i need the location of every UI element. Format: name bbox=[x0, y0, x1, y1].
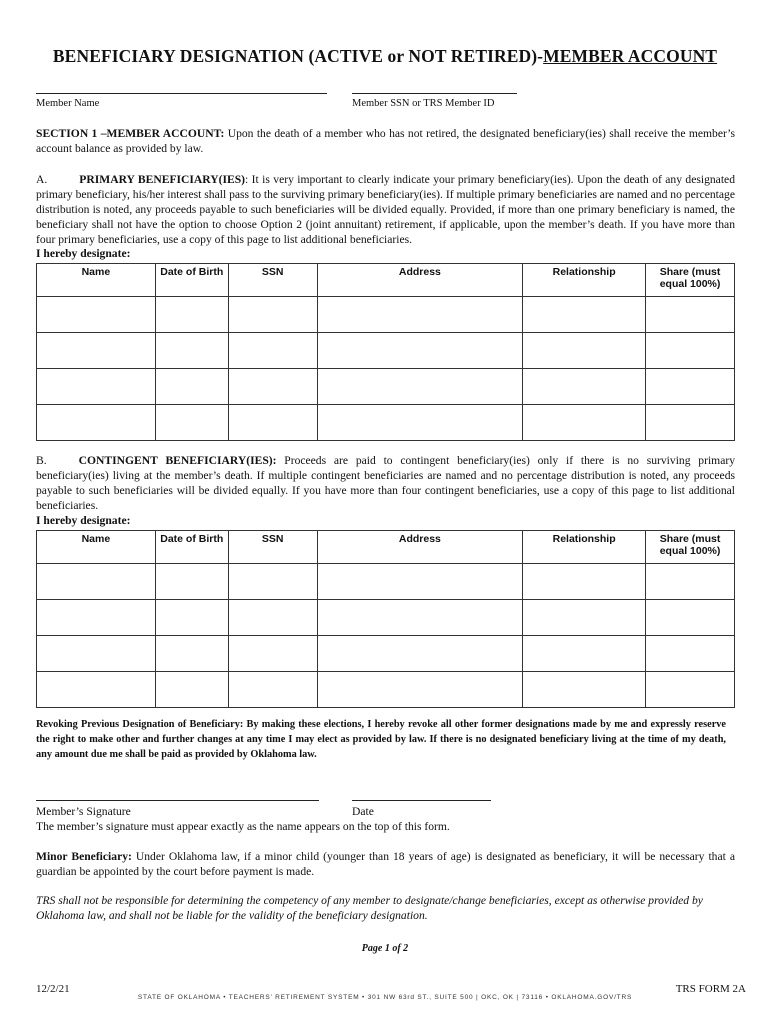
revoke-statement: Revoking Previous Designation of Beneficiary: By making these elections, I hereby revoke all other former designations made by me and expressly reserve the right to make other and further changes at any time I may elect as provided by law. If there is no designated beneficiary living at the time of my death, any amount due me shall be paid as provided by Oklahoma law. bbox=[36, 719, 726, 760]
col-name-header: Name bbox=[37, 264, 156, 297]
address-cell[interactable] bbox=[317, 636, 523, 672]
share-cell[interactable] bbox=[646, 405, 735, 441]
relationship-cell[interactable] bbox=[523, 333, 646, 369]
address-cell[interactable] bbox=[317, 297, 523, 333]
member-name-label: Member Name bbox=[36, 98, 100, 109]
form-title-underlined: MEMBER ACCOUNT bbox=[543, 46, 718, 66]
table-header-row bbox=[37, 531, 735, 564]
col-ssn-header: SSN bbox=[228, 264, 317, 297]
relationship-cell[interactable] bbox=[523, 369, 646, 405]
table-row bbox=[37, 369, 735, 405]
footer-address: STATE OF OKLAHOMA • TEACHERS’ RETIREMENT SYSTEM • 301 NW 63rd ST., SUITE 500 | OKC, OK | 73116 • OKLAHOMA.GOV/TRS bbox=[137, 994, 633, 1001]
ssn-cell[interactable] bbox=[228, 564, 317, 600]
relationship-cell[interactable] bbox=[523, 297, 646, 333]
relationship-cell[interactable] bbox=[523, 672, 646, 708]
col-address-header: Address bbox=[317, 531, 523, 564]
ssn-cell[interactable] bbox=[228, 405, 317, 441]
dob-cell[interactable] bbox=[155, 405, 228, 441]
dob-cell[interactable] bbox=[155, 672, 228, 708]
name-cell[interactable] bbox=[37, 600, 156, 636]
disclaimer: TRS shall not be responsible for determining the competency of any member to designate/change beneficiaries, except as otherwise provided by Oklahoma law, and shall not be liable for the validity of the beneficiary designation. bbox=[36, 894, 703, 922]
address-cell[interactable] bbox=[317, 564, 523, 600]
share-cell[interactable] bbox=[646, 564, 735, 600]
minor-beneficiary-paragraph bbox=[36, 849, 735, 879]
dob-cell[interactable] bbox=[155, 564, 228, 600]
date-label: Date bbox=[352, 805, 374, 818]
dob-cell[interactable] bbox=[155, 369, 228, 405]
form-number: TRS FORM 2A bbox=[675, 983, 746, 995]
contingent-letter: B. bbox=[36, 454, 47, 467]
signature-label: Member’s Signature bbox=[36, 805, 131, 818]
table-header-row bbox=[37, 264, 735, 297]
table-row bbox=[37, 405, 735, 441]
col-ssn-header: SSN bbox=[228, 531, 317, 564]
share-cell[interactable] bbox=[646, 333, 735, 369]
ssn-cell[interactable] bbox=[228, 636, 317, 672]
section1-heading: SECTION 1 –MEMBER ACCOUNT: bbox=[36, 127, 225, 140]
form-title-main: BENEFICIARY DESIGNATION (ACTIVE or NOT RETIRED)- bbox=[52, 46, 544, 66]
share-cell[interactable] bbox=[646, 672, 735, 708]
name-cell[interactable] bbox=[37, 369, 156, 405]
address-cell[interactable] bbox=[317, 369, 523, 405]
contingent-heading: CONTINGENT BENEFICIARY(IES): bbox=[78, 454, 277, 467]
member-id-field[interactable] bbox=[352, 93, 517, 94]
share-cell[interactable] bbox=[646, 636, 735, 672]
signature-date-field[interactable] bbox=[352, 800, 491, 801]
ssn-cell[interactable] bbox=[228, 600, 317, 636]
col-share-header: Share (must equal 100%) bbox=[646, 264, 735, 297]
primary-paragraph bbox=[36, 172, 735, 247]
table-row bbox=[37, 333, 735, 369]
address-cell[interactable] bbox=[317, 405, 523, 441]
share-cell[interactable] bbox=[646, 369, 735, 405]
member-id-label: Member SSN or TRS Member ID bbox=[352, 98, 495, 109]
primary-letter: A. bbox=[36, 173, 48, 186]
table-row bbox=[37, 600, 735, 636]
col-share-header: Share (must equal 100%) bbox=[646, 531, 735, 564]
name-cell[interactable] bbox=[37, 297, 156, 333]
relationship-cell[interactable] bbox=[523, 564, 646, 600]
section1-text: Upon the death of a member who has not retired, the designated beneficiary(ies) shall receive the member’s account balance as provided by law. bbox=[36, 127, 735, 155]
dob-cell[interactable] bbox=[155, 297, 228, 333]
dob-cell[interactable] bbox=[155, 600, 228, 636]
share-cell[interactable] bbox=[646, 297, 735, 333]
table-row bbox=[37, 297, 735, 333]
contingent-designate-label: I hereby designate: bbox=[36, 514, 131, 527]
relationship-cell[interactable] bbox=[523, 405, 646, 441]
share-cell[interactable] bbox=[646, 600, 735, 636]
relationship-cell[interactable] bbox=[523, 600, 646, 636]
col-address-header: Address bbox=[317, 264, 523, 297]
col-relationship-header: Relationship bbox=[523, 264, 646, 297]
primary-beneficiary-table bbox=[36, 263, 735, 441]
col-relationship-header: Relationship bbox=[523, 531, 646, 564]
address-cell[interactable] bbox=[317, 600, 523, 636]
col-name-header: Name bbox=[37, 531, 156, 564]
table-row bbox=[37, 636, 735, 672]
address-cell[interactable] bbox=[317, 333, 523, 369]
primary-designate-label: I hereby designate: bbox=[36, 247, 131, 260]
revision-date: 12/2/21 bbox=[36, 983, 70, 995]
name-cell[interactable] bbox=[37, 333, 156, 369]
dob-cell[interactable] bbox=[155, 636, 228, 672]
ssn-cell[interactable] bbox=[228, 297, 317, 333]
col-dob-header: Date of Birth bbox=[155, 264, 228, 297]
signature-note: The member’s signature must appear exactly as the name appears on the top of this form. bbox=[36, 820, 450, 833]
ssn-cell[interactable] bbox=[228, 333, 317, 369]
member-signature-field[interactable] bbox=[36, 800, 319, 801]
section1-paragraph bbox=[36, 126, 735, 156]
col-dob-header: Date of Birth bbox=[155, 531, 228, 564]
primary-text: : It is very important to clearly indicate your primary beneficiary(ies). Upon the death of any designated primary beneficiary, his/her interest shall pass to the surviving primary beneficiary(ies). If multiple primary beneficiaries are named and no percentage distribution is noted, any proceeds payable to such beneficiaries will be divided equally. Provided, if more than one primary beneficiary is named, the beneficiary shall not have the option to choose Option 2 (joint annuitant) retirement, if applicable, upon the member’s death. If you have more than four primary beneficiaries, use a copy of this page to list additional beneficiaries. bbox=[36, 173, 735, 246]
primary-heading: PRIMARY BENEFICIARY(IES) bbox=[79, 173, 246, 186]
contingent-text: Proceeds are paid to contingent beneficiary(ies) only if there is no surviving primary beneficiary(ies) living at the member’s death. If multiple contingent beneficiaries are named and no percentage distribution is noted, any proceeds payable to such beneficiaries will be divided equally. If you have more than four contingent beneficiaries, use a copy of this page to list additional beneficiaries. bbox=[36, 454, 735, 512]
table-row bbox=[37, 564, 735, 600]
name-cell[interactable] bbox=[37, 636, 156, 672]
ssn-cell[interactable] bbox=[228, 672, 317, 708]
page-number: Page 1 of 2 bbox=[361, 943, 409, 954]
name-cell[interactable] bbox=[37, 405, 156, 441]
minor-text: Under Oklahoma law, if a minor child (younger than 18 years of age) is designated as beneficiary, it will be necessary that a guardian be appointed by the court before payment is made. bbox=[36, 850, 735, 878]
table-row bbox=[37, 672, 735, 708]
relationship-cell[interactable] bbox=[523, 636, 646, 672]
form-title bbox=[0, 46, 770, 67]
member-name-field[interactable] bbox=[36, 93, 327, 94]
address-cell[interactable] bbox=[317, 672, 523, 708]
contingent-paragraph bbox=[36, 453, 735, 513]
dob-cell[interactable] bbox=[155, 333, 228, 369]
contingent-beneficiary-table bbox=[36, 530, 735, 708]
minor-heading: Minor Beneficiary: bbox=[36, 850, 132, 863]
name-cell[interactable] bbox=[37, 564, 156, 600]
ssn-cell[interactable] bbox=[228, 369, 317, 405]
name-cell[interactable] bbox=[37, 672, 156, 708]
